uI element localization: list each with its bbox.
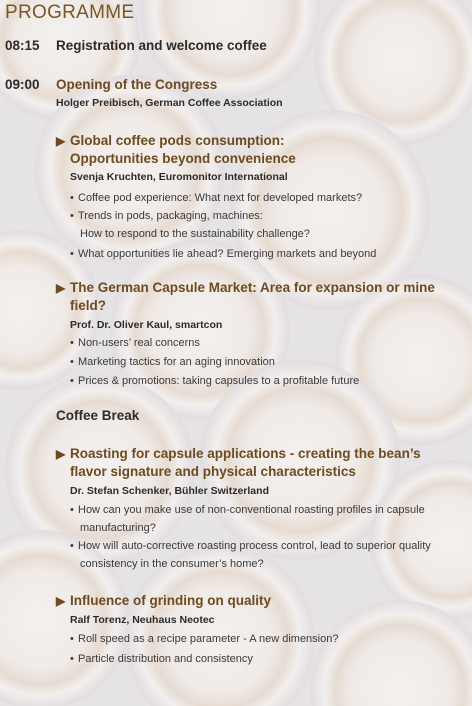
- schedule-speaker: Holger Preibisch, German Coffee Association: [56, 97, 283, 109]
- list-item: • How will auto-corrective roasting process control, lead to superior quality: [70, 537, 460, 555]
- list-item: • Coffee pod experience: What next for developed markets?: [70, 188, 460, 208]
- talk-speaker: Dr. Stefan Schenker, Bühler Switzerland: [70, 485, 269, 497]
- list-item: How to respond to the sustainability challenge?: [80, 228, 310, 240]
- schedule-title: Opening of the Congress: [56, 77, 218, 92]
- talk-title: ▶ Influence of grinding on quality: [56, 593, 271, 608]
- coffee-break-label: Coffee Break: [56, 408, 140, 423]
- play-triangle-icon: ▶: [56, 594, 66, 608]
- list-item: • Marketing tactics for an aging innovation: [70, 353, 460, 372]
- talk-bullets: [70, 188, 460, 264]
- schedule-title: Registration and welcome coffee: [56, 38, 267, 53]
- play-triangle-icon: ▶: [56, 134, 66, 148]
- list-item: • Non-users’ real concerns: [70, 334, 460, 353]
- talk-bullets: [70, 334, 460, 391]
- list-item: consistency in the consumer’s home?: [80, 558, 264, 570]
- schedule-time: 08:15: [5, 38, 40, 53]
- play-triangle-icon: ▶: [56, 281, 66, 295]
- talk-speaker: Prof. Dr. Oliver Kaul, smartcon: [70, 319, 223, 331]
- schedule-time: 09:00: [5, 77, 40, 92]
- talk-title: ▶ Roasting for capsule applications - creating the bean’s flavor signature and physical characteristics: [56, 446, 421, 479]
- list-item: manufacturing?: [80, 522, 156, 534]
- talk-speaker: Ralf Torenz, Neuhaus Neotec: [70, 614, 215, 626]
- list-item: • Particle distribution and consistency: [70, 649, 460, 669]
- talk-speaker: Svenja Kruchten, Euromonitor International: [70, 171, 288, 183]
- list-item: • Trends in pods, packaging, machines:: [70, 208, 460, 224]
- list-item: • Prices & promotions: taking capsules to a profitable future: [70, 372, 460, 391]
- list-item: • What opportunities lie ahead? Emerging markets and beyond: [70, 244, 460, 264]
- talk-title: ▶ The German Capsule Market: Area for expansion or mine field?: [56, 280, 435, 313]
- talk-bullets: [70, 501, 460, 573]
- play-triangle-icon: ▶: [56, 447, 66, 461]
- programme-heading: PROGRAMME: [5, 2, 135, 23]
- list-item: • How can you make use of non-conventional roasting profiles in capsule: [70, 501, 460, 519]
- talk-bullets: [70, 629, 460, 669]
- list-item: • Roll speed as a recipe parameter - A new dimension?: [70, 629, 460, 649]
- talk-title: ▶ Global coffee pods consumption: Opportunities beyond convenience: [56, 133, 296, 166]
